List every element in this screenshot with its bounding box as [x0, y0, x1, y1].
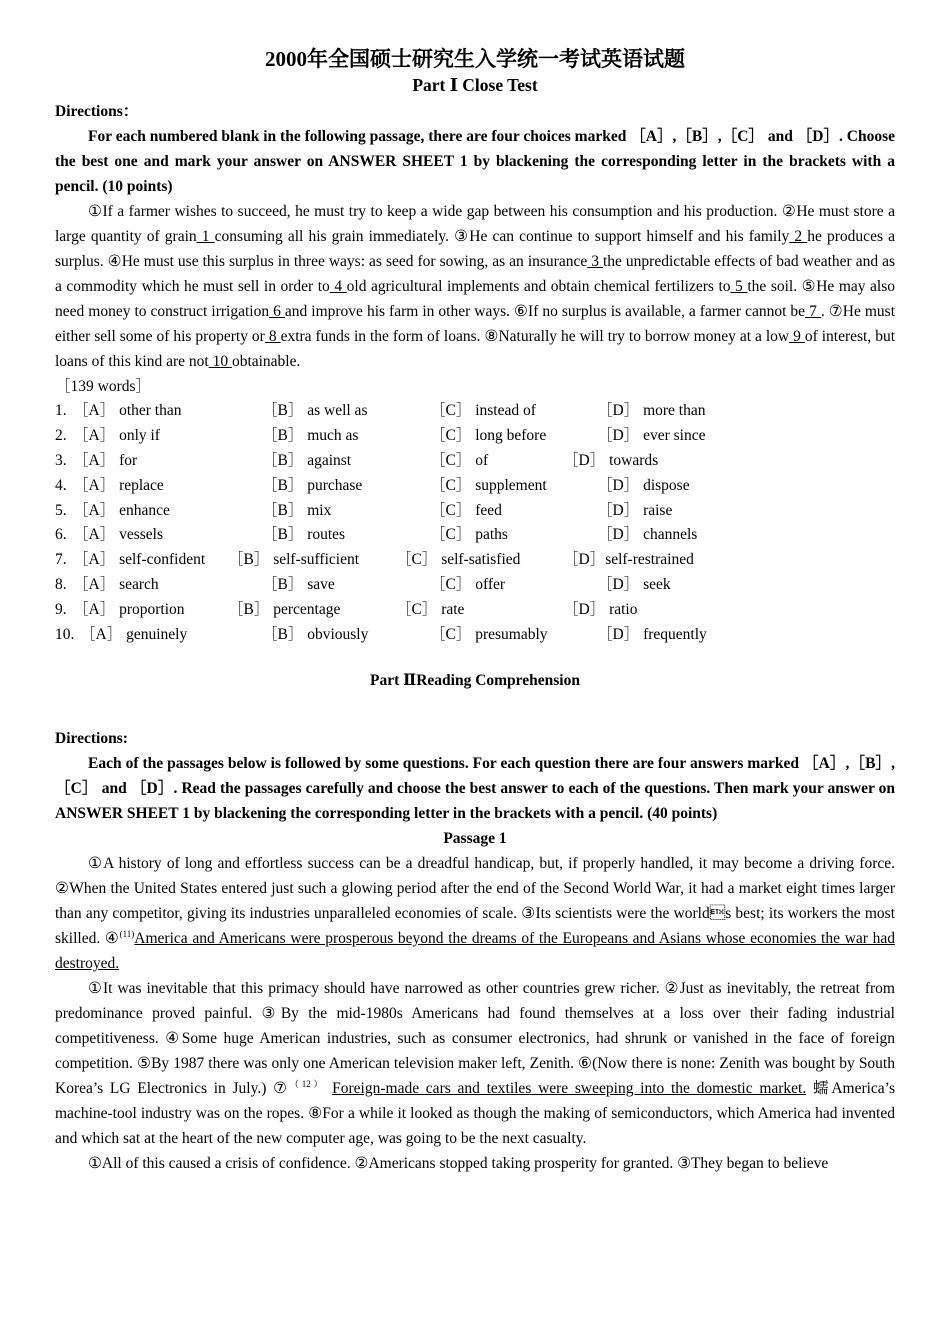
- option-d: ［D］ dispose: [597, 476, 690, 494]
- passage-text: obtainable.: [231, 353, 301, 370]
- passage1-paragraph-1: [55, 851, 895, 976]
- passage1-paragraph-3: ①All of this caused a crisis of confidence. ②Americans stopped taking prosperity for granted. ③They began to believe: [88, 1154, 829, 1172]
- option-a: ［A］ search: [73, 576, 159, 594]
- option-b: ［B］ percentage: [228, 601, 341, 619]
- option-d: ［D］ towards: [563, 451, 659, 469]
- option-d: ［D］ more than: [597, 402, 706, 419]
- question-list: [55, 399, 895, 648]
- part1-heading: Part Ⅰ Close Test: [412, 75, 538, 95]
- option-a: ［A］ enhance: [73, 501, 170, 519]
- cloze-blank: 4: [329, 278, 347, 295]
- part1-directions-text: For each numbered blank in the following passage, there are four choices marked ［A］,［B］,［C］ and ［D］. Choose the best one and mark your answer on ANSWER SHEET 1 by blackening the corresponding letter in the brackets with a pencil. (10 points): [55, 128, 895, 195]
- word-count: ［139 words］: [55, 378, 152, 395]
- option-a: ［A］ replace: [73, 476, 164, 494]
- question-row: [55, 499, 895, 524]
- option-c: ［C］ of: [430, 451, 489, 469]
- question-number: 4.: [55, 476, 67, 494]
- option-a: ［A］ only if: [73, 426, 160, 444]
- passage-text: . ⑦He must either sell some of his property or: [55, 303, 896, 345]
- cloze-blank: 7: [805, 303, 821, 320]
- passage-text: consuming all his grain immediately. ③He can continue to support himself and his family: [214, 228, 790, 245]
- question-row: [55, 598, 895, 623]
- part1-directions-label: Directions：: [55, 103, 139, 120]
- cloze-blank: 10: [208, 353, 232, 370]
- cloze-blank: 3: [587, 253, 603, 270]
- passage1-paragraph-2: [55, 976, 895, 1151]
- passage-text: the soil. ⑤He may also need money to construct irrigation: [55, 278, 896, 320]
- option-a: ［A］ vessels: [73, 526, 163, 544]
- cloze-blank: 9: [789, 328, 805, 345]
- para2-rest: 蠕America’s machine-tool industry was on the ropes. ⑧For a while it looked as though the making of semiconductors, which America had invented and which sat at the heart of the new computer age, was going to be the next casualty.: [55, 1079, 896, 1147]
- option-c: ［C］ feed: [430, 501, 502, 519]
- passage-text: extra funds in the form of loans. ⑧Naturally he will try to borrow money at a low: [280, 328, 790, 345]
- passage-text: of interest, but loans of this kind are not: [55, 328, 896, 370]
- option-c: ［C］ self-satisfied: [396, 551, 521, 569]
- option-c: ［C］ long before: [430, 426, 547, 444]
- question-number: 3.: [55, 451, 67, 469]
- passage1-title: Passage 1: [443, 829, 507, 847]
- question-row: [55, 523, 895, 548]
- option-d: ［D］ ratio: [563, 601, 638, 619]
- part2-directions-text: Each of the passages below is followed by some questions. For each question there are four answers marked ［A］,［B］,［C］ and ［D］. Read the passages carefully and choose the best answer to each of the questions. Then mark your answer on ANSWER SHEET 1 by blackening the corresponding letter in the brackets with a pencil. (40 points): [55, 754, 895, 822]
- cloze-blank: 6: [269, 303, 285, 320]
- para2-text: ①It was inevitable that this primacy should have narrowed as other countries grew richer. ②Just as inevitably, the retreat from predominance proved painful. ③By the mid-1980s Americans had found themselves at a loss over their fading industrial competitiveness. ④Some huge American industries, such as consumer electronics, had shrunk or vanished in the face of foreign competition. ⑤By 1987 there was only one American television maker left, Zenith. ⑥(Now there is none: Zenith was bought by South Korea’s LG Electronics in July.) ⑦: [55, 979, 895, 1097]
- question-number: 7.: [55, 551, 67, 569]
- question-number: 6.: [55, 526, 67, 544]
- option-c: ［C］ offer: [430, 576, 506, 594]
- passage-text: old agricultural implements and obtain chemical fertilizers to: [346, 278, 731, 295]
- cloze-blank: 5: [730, 278, 748, 295]
- question-number: 2.: [55, 426, 67, 444]
- passage-text: ①If a farmer wishes to succeed, he must try to keep a wide gap between his consumption and his production. ②He must store a large quantity of grain: [55, 203, 895, 245]
- question-number: 5.: [55, 501, 67, 519]
- option-c: ［C］ instead of: [430, 402, 536, 419]
- option-b: ［B］ obviously: [262, 626, 369, 644]
- option-b: ［B］ save: [262, 576, 335, 594]
- part2-heading: Part ⅡReading Comprehension: [370, 671, 580, 689]
- option-a: ［A］ self-confident: [73, 551, 206, 569]
- question-number: 10.: [55, 626, 75, 644]
- option-b: ［B］ routes: [262, 526, 346, 544]
- part2-directions-label: Directions:: [55, 729, 128, 747]
- option-b: ［B］ self-sufficient: [228, 551, 360, 569]
- option-d: ［D］ channels: [597, 526, 698, 544]
- question-number: 9.: [55, 601, 67, 619]
- option-c: ［C］ paths: [430, 526, 508, 544]
- option-d: ［D］ ever since: [597, 426, 706, 444]
- cloze-blank: 2: [789, 228, 808, 245]
- question-row: [55, 623, 895, 648]
- spacer: [55, 693, 895, 726]
- option-b: ［B］ as well as: [262, 402, 368, 419]
- cloze-blank: 8: [264, 328, 281, 345]
- question-row: [55, 474, 895, 499]
- passage-text: and improve his farm in other ways. ⑥If no surplus is available, a farmer cannot be: [284, 303, 806, 320]
- question-row: [55, 548, 895, 573]
- option-d: ［D］ frequently: [597, 626, 707, 644]
- question-mark-11: (11): [119, 928, 135, 939]
- option-b: ［B］ much as: [262, 426, 359, 444]
- option-b: ［B］ purchase: [262, 476, 363, 494]
- option-a: ［A］ for: [73, 451, 138, 469]
- exam-title: 2000年全国硕士研究生入学统一考试英语试题: [265, 47, 685, 71]
- option-d: ［D］self-restrained: [563, 551, 694, 569]
- option-d: ［D］ seek: [597, 576, 671, 594]
- option-a: ［A］ other than: [73, 402, 182, 419]
- option-b: ［B］ mix: [262, 501, 332, 519]
- question-number: 1.: [55, 402, 67, 419]
- option-c: ［C］ presumably: [430, 626, 548, 644]
- option-b: ［B］ against: [262, 451, 352, 469]
- question-row: [55, 424, 895, 449]
- document-body: [55, 44, 895, 1176]
- passage-text: the unpredictable effects of bad weather and as a commodity which he must sell in order to: [55, 253, 895, 295]
- option-c: ［C］ rate: [396, 601, 465, 619]
- underlined-sentence-11: America and Americans were prosperous beyond the dreams of the Europeans and Asians whose economies the war had destroyed.: [55, 929, 895, 972]
- option-c: ［C］ supplement: [430, 476, 547, 494]
- question-row: [55, 399, 895, 424]
- question-row: [55, 573, 895, 598]
- question-number: 8.: [55, 576, 67, 594]
- para1-text: ①A history of long and effortless success can be a dreadful handicap, but, if properly handled, it may become a driving force. ②When the United States entered just such a glowing period after the end of the Second World War, it had a market eight times larger than any competitor, giving its industries unparalleled economies of scale. ③Its scientists were the worlds best; its workers the most skilled. ④: [55, 854, 895, 947]
- option-a: ［A］ proportion: [73, 601, 185, 619]
- option-d: ［D］ raise: [597, 501, 673, 519]
- question-mark-12: （12）: [289, 1078, 326, 1089]
- question-row: [55, 449, 895, 474]
- cloze-blank: 1: [196, 228, 215, 245]
- underlined-sentence-12: Foreign-made cars and textiles were sweeping into the domestic market.: [332, 1079, 807, 1097]
- option-a: ［A］ genuinely: [80, 626, 188, 644]
- cloze-passage: [55, 199, 895, 374]
- passage-text: he produces a surplus. ④He must use this surplus in three ways: as seed for sowing, as an insurance: [55, 228, 895, 270]
